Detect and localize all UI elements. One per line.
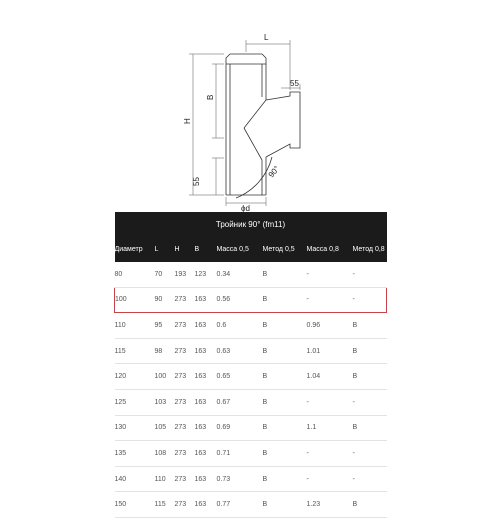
table-cell: B [263,262,307,287]
table-header-row [115,236,387,262]
table-cell: 1.23 [307,492,353,518]
table-cell: 273 [175,313,195,339]
table-row-highlighted [115,287,387,313]
table-cell: 0.67 [217,389,263,415]
table-cell: 273 [175,364,195,390]
column-header: B [195,236,217,262]
table-cell: B [353,313,387,339]
table-cell: 0.96 [307,313,353,339]
pipe-socket [226,54,266,64]
table-cell: - [353,441,387,467]
table-row [115,338,387,364]
table-row [115,492,387,518]
branch-outline [266,92,300,157]
table-cell: 163 [195,415,217,441]
table-cell: 108 [155,441,175,467]
table-row [115,441,387,467]
table-cell: B [263,389,307,415]
table-cell: 140 [115,466,155,492]
table-cell: 273 [175,466,195,492]
table-cell: 0.69 [217,415,263,441]
table-cell: 273 [175,389,195,415]
table-cell: 0.71 [217,441,263,467]
table-cell: 0.34 [217,262,263,287]
table-cell: 115 [155,492,175,518]
table-cell: 273 [175,338,195,364]
table-cell: B [353,338,387,364]
table-cell: 95 [155,313,175,339]
table-cell: 163 [195,492,217,518]
table-cell: 120 [115,364,155,390]
table-row [115,466,387,492]
dim-label-H: H [183,118,192,124]
table-cell: - [307,287,353,313]
table-cell: 80 [115,262,155,287]
table-cell: 105 [155,415,175,441]
table-cell: 70 [155,262,175,287]
tee-technical-drawing [0,0,500,212]
table-row [115,389,387,415]
table-cell: 125 [115,389,155,415]
table-cell: - [353,466,387,492]
table-cell: B [263,364,307,390]
table-cell: 273 [175,287,195,313]
table-cell: 135 [115,441,155,467]
dim-label-angle: 90° [266,164,282,180]
table-cell: 273 [175,492,195,518]
table-cell: 163 [195,389,217,415]
table-cell: B [353,364,387,390]
dim-label-diameter: ϕd [241,204,250,212]
table-cell: 98 [155,338,175,364]
table-cell: 100 [155,364,175,390]
branch-inner-cut-top [244,100,266,128]
column-header: Метод 0,8 [353,236,387,262]
dim-label-branch-55: 55 [290,79,299,88]
table-cell: 0.63 [217,338,263,364]
table-cell: B [263,415,307,441]
table-cell: 163 [195,287,217,313]
table-cell: B [263,313,307,339]
table-cell: 110 [115,313,155,339]
table-cell: 0.65 [217,364,263,390]
table-cell: - [353,287,387,313]
column-header: H [175,236,195,262]
spec-table [114,212,387,518]
table-title-row [115,212,387,236]
table-cell: 110 [155,466,175,492]
table-cell: 103 [155,389,175,415]
table-cell: 163 [195,338,217,364]
table-cell: - [307,441,353,467]
table-cell: 0.73 [217,466,263,492]
table-cell: 123 [195,262,217,287]
table-cell: 0.77 [217,492,263,518]
table-cell: 163 [195,441,217,467]
table-cell: 0.56 [217,287,263,313]
table-cell: B [263,466,307,492]
table-cell: 163 [195,364,217,390]
table-row [115,415,387,441]
table-row [115,262,387,287]
table-cell: B [263,492,307,518]
dim-label-bottom-55: 55 [192,177,201,186]
table-cell: - [353,389,387,415]
table-cell: 1.04 [307,364,353,390]
table-cell: B [263,287,307,313]
tee-drawing-svg [0,0,500,212]
angle-arc [236,157,272,198]
table-cell: B [353,415,387,441]
table-cell: 0.6 [217,313,263,339]
table-cell: 115 [115,338,155,364]
table-cell: 1.1 [307,415,353,441]
table-row [115,313,387,339]
table-row [115,364,387,390]
column-header: L [155,236,175,262]
table-cell: 100 [115,287,155,313]
table-cell: - [307,389,353,415]
table-cell: - [307,262,353,287]
table-cell: 150 [115,492,155,518]
table-cell: 273 [175,415,195,441]
dim-label-L: L [264,33,269,42]
table-cell: 130 [115,415,155,441]
table-cell: B [263,441,307,467]
table-cell: 163 [195,313,217,339]
table-cell: 163 [195,466,217,492]
table-title: Тройник 90° (fm11) [115,212,387,236]
table-cell: B [263,338,307,364]
table-cell: B [353,492,387,518]
column-header: Диаметр [115,236,155,262]
table-cell: 90 [155,287,175,313]
dim-label-B: B [206,94,215,100]
table-cell: - [307,466,353,492]
branch-inner-cut-bottom [244,128,262,160]
table-cell: 1.01 [307,338,353,364]
table-cell: - [353,262,387,287]
table-body [115,262,387,517]
column-header: Масса 0,5 [217,236,263,262]
table-cell: 193 [175,262,195,287]
table-cell: 273 [175,441,195,467]
column-header: Масса 0,8 [307,236,353,262]
column-header: Метод 0,5 [263,236,307,262]
